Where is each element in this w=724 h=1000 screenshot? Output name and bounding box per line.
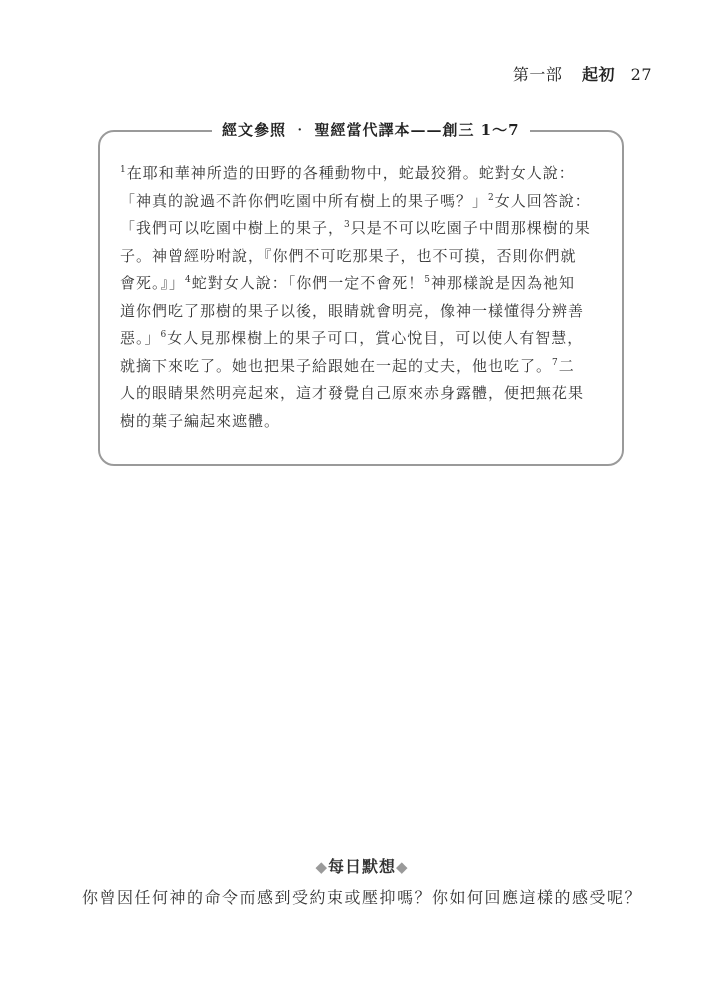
verse-text: 只是不可以吃園子中間那棵樹的果	[350, 219, 591, 237]
verse-text: 「神真的說過不許你們吃園中所有樹上的果子嗎？」	[120, 191, 489, 210]
verse-number: 1	[120, 165, 127, 175]
scripture-box-title: 經文參照 ‧ 聖經當代譯本——創三 1～7	[212, 119, 530, 140]
part-label: 第一部	[512, 65, 563, 84]
verse-text: 會死。』」	[120, 274, 186, 292]
verse-number: 6	[160, 330, 168, 340]
scripture-line	[120, 380, 604, 408]
verse-text: 樹的葉子編起來遮體。	[120, 411, 281, 430]
verse-text: 人的眼睛果然明亮起來，這才發覺自己原來赤身露體，便把無花果	[120, 384, 585, 402]
scripture-line	[120, 215, 604, 243]
scripture-text	[120, 160, 604, 435]
verse-number: 7	[552, 357, 559, 368]
verse-text: 蛇對女人說：「你們一定不會死！	[191, 274, 425, 292]
scripture-line	[120, 353, 604, 381]
scripture-line	[120, 408, 604, 436]
verse-text: 就摘下來吃了。她也把果子給跟她在一起的丈夫，他也吃了。	[120, 356, 553, 375]
scripture-line	[120, 270, 604, 298]
page-number: 27	[630, 65, 652, 84]
verse-text: 惡。」	[120, 329, 161, 347]
verse-number: 5	[424, 275, 431, 285]
verse-number: 3	[344, 220, 351, 230]
scripture-line	[120, 325, 604, 353]
scripture-line	[120, 298, 604, 326]
verse-text: 女人回答說：	[494, 191, 591, 210]
verse-number: 2	[488, 192, 495, 203]
verse-text: 神那樣說是因為祂知	[431, 274, 576, 292]
devotion-title: 每日默想	[327, 857, 396, 876]
verse-text: 道你們吃了那樹的果子以後，眼睛就會明亮，像神一樣懂得分辨善	[120, 301, 585, 320]
page-header	[513, 62, 652, 85]
diamond-right-icon: ◆	[396, 858, 409, 876]
scripture-line	[120, 188, 604, 216]
diamond-left-icon: ◆	[315, 858, 328, 876]
scripture-line	[120, 243, 604, 271]
verse-text: 二	[558, 356, 575, 375]
verse-text: 子。神曾經吩咐說，『你們不可吃那果子，也不可摸，否則你們就	[120, 246, 577, 265]
scripture-line	[120, 160, 604, 188]
devotion-heading	[0, 854, 724, 877]
verse-text: 女人見那棵樹上的果子可口，賞心悅目，可以使人有智慧，	[167, 329, 584, 347]
devotion-question: 你曾因任何神的命令而感到受約束或壓抑嗎？你如何回應這樣的感受呢？	[81, 888, 642, 907]
verse-number: 4	[185, 275, 192, 285]
verse-text: 「我們可以吃園中樹上的果子，	[120, 219, 345, 237]
chapter-title: 起初	[582, 65, 616, 84]
verse-text: 在耶和華神所造的田野的各種動物中，蛇最狡猾。蛇對女人說：	[126, 164, 575, 182]
